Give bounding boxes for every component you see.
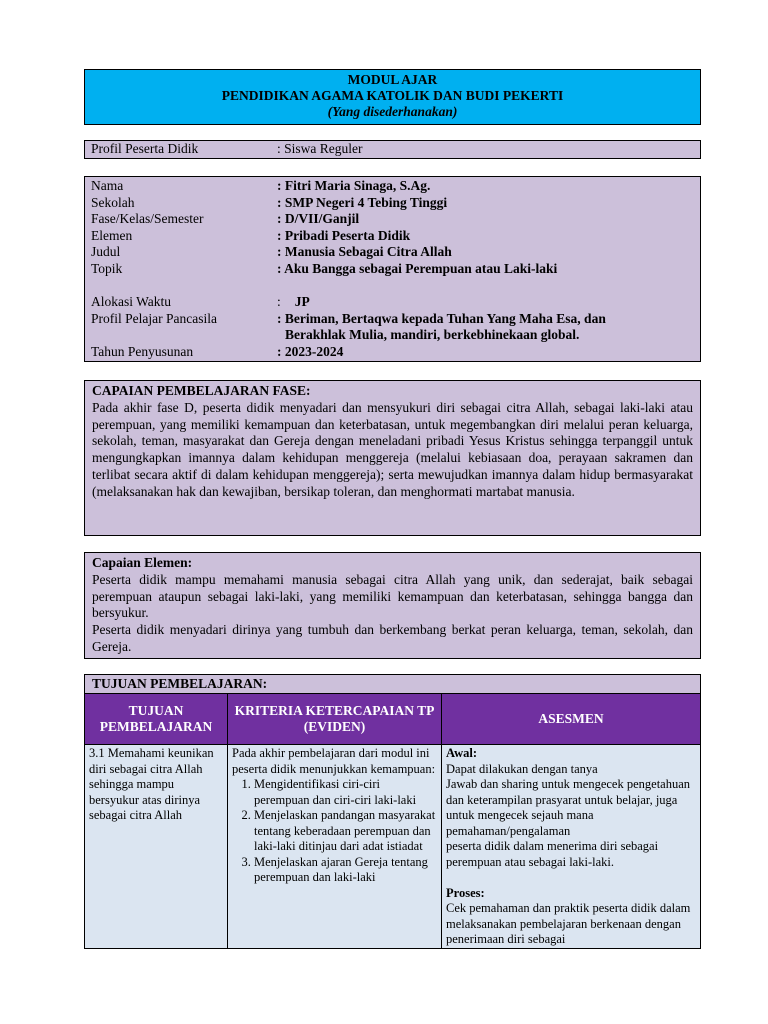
table-row — [85, 745, 701, 949]
kriteria-item: 3. Menjelaskan ajaran Gereja tentang perempuan dan laki-laki — [254, 855, 437, 886]
identity-box — [84, 176, 701, 362]
identity-value: : Fitri Maria Sinaga, S.Ag. — [277, 178, 431, 193]
kriteria-item: 1. Mengidentifikasi ciri-ciri perempuan dan ciri-ciri laki-laki — [254, 777, 437, 808]
table-header-row — [85, 694, 701, 745]
tahun-label: Tahun Penyusunan — [91, 343, 194, 359]
title-line2: PENDIDIKAN AGAMA KATOLIK DAN BUDI PEKERTI — [221, 88, 564, 103]
tahun-value: : 2023-2024 — [277, 343, 344, 359]
capaian-elemen-box — [84, 552, 701, 659]
kriteria-item: 2. Menjelaskan pandangan masyarakat tentang keberadaan perempuan dan laki-laki ditinjau dari adat istiadat — [254, 808, 437, 855]
title-line1: MODUL AJAR — [347, 72, 438, 87]
capaian-fase-heading: CAPAIAN PEMBELAJARAN FASE: — [92, 383, 311, 398]
tujuan-table — [84, 693, 701, 949]
asesmen-awal-line: Jawab dan sharing untuk mengecek pengetahuan dan keterampilan prasyarat untuk belajar, juga untuk mengecek sejauh mana pemahaman/pengalaman — [446, 777, 691, 838]
column-header: KRITERIA KETERCAPAIAN TP (EVIDEN) — [228, 694, 442, 745]
asesmen-awal-label: Awal: — [446, 746, 478, 760]
capaian-fase-text: Pada akhir fase D, peserta didik menyadari dan mensyukuri diri sebagai citra Allah, sebagai laki-laki atau perempuan, yang memiliki kemampuan dan keterbatasan, untuk megembangkan diri melalui peran keluarga, sekolah, teman, masyarakat dan Gereja dengan meneladani pribadi Yesus Kristus sehingga terpanggil untuk mengungkapkan imannya dalam kehidupan menggereja (melalui kebiasaan doa, perayaan sakramen dan terlibat secara aktif di dalam kehidupan menggereja); serta mewujudkan imannya dalam hidup bermasyarakat (melaksanakan hak dan kewajiban, bersikap toleran, dan menghormati martabat manusia. — [92, 399, 693, 499]
profil-value: : Siswa Reguler — [277, 141, 363, 156]
identity-value: : D/VII/Ganjil — [277, 211, 360, 227]
kriteria-intro: Pada akhir pembelajaran dari modul ini peserta didik menunjukkan kemampuan: — [232, 746, 436, 776]
alokasi-label: Alokasi Waktu — [91, 294, 172, 310]
asesmen-proses-label: Proses: — [446, 885, 485, 900]
identity-label: Fase/Kelas/Semester — [91, 211, 204, 227]
tp-cell — [85, 745, 228, 949]
title-line3: (Yang disederhanakan) — [327, 104, 458, 119]
capaian-elemen-heading: Capaian Elemen: — [92, 555, 193, 570]
asesmen-awal-line: Dapat dilakukan dengan tanya — [446, 761, 598, 776]
identity-value: : Aku Bangga sebagai Perempuan atau Laki-laki — [277, 260, 558, 276]
asesmen-proses-text: Cek pemahaman dan praktik peserta didik dalam melaksanakan pembelajaran berkenaan dengan penerimaan diri sebagai — [446, 901, 691, 946]
identity-label: Topik — [91, 260, 123, 276]
tujuan-heading: TUJUAN PEMBELAJARAN: — [84, 674, 701, 694]
profil-label: Profil Peserta Didik — [91, 141, 199, 156]
profil-pancasila-label: Profil Pelajar Pancasila — [91, 310, 217, 326]
identity-label: Elemen — [91, 227, 133, 243]
asesmen-awal-line: peserta didik dalam menerima diri sebagai perempuan atau sebagai laki-laki. — [446, 839, 659, 869]
column-header: ASESMEN — [442, 694, 701, 745]
column-header: TUJUAN PEMBELAJARAN — [85, 694, 228, 745]
kriteria-list — [232, 777, 437, 886]
tp-text: 3.1 Memahami keunikan diri sebagai citra Allah sehingga mampu bersyukur atas dirinya sebagai citra Allah — [89, 746, 214, 822]
identity-value: : SMP Negeri 4 Tebing Tinggi — [277, 194, 448, 210]
identity-value: : Pribadi Peserta Didik — [277, 227, 411, 243]
profil-pancasila-line1: : Beriman, Bertaqwa kepada Tuhan Yang Maha Esa, dan — [277, 310, 606, 326]
identity-label: Sekolah — [91, 194, 135, 210]
profil-pancasila-line2: Berakhlak Mulia, mandiri, berkebhinekaan global. — [285, 327, 580, 343]
alokasi-colon: : — [277, 294, 281, 310]
identity-label: Judul — [91, 244, 121, 260]
profil-box — [84, 140, 701, 159]
title-box — [84, 69, 701, 125]
capaian-fase-box — [84, 380, 701, 536]
identity-value: : Manusia Sebagai Citra Allah — [277, 244, 452, 260]
alokasi-value: JP — [294, 294, 310, 310]
capaian-elemen-paragraph: Peserta didik mampu memahami manusia sebagai citra Allah yang unik, dan sederajat, baik sebagai perempuan ataupun sebagai laki-laki, yang memiliki kemampuan dan keterbatasan, sehingga bangga dan bersyukur. — [92, 571, 693, 621]
identity-label: Nama — [91, 178, 124, 193]
asesmen-cell — [442, 745, 701, 949]
kriteria-cell — [228, 745, 442, 949]
capaian-elemen-paragraph: Peserta didik menyadari dirinya yang tumbuh dan berkembang berkat peran keluarga, teman, sekolah, dan Gereja. — [92, 622, 693, 654]
